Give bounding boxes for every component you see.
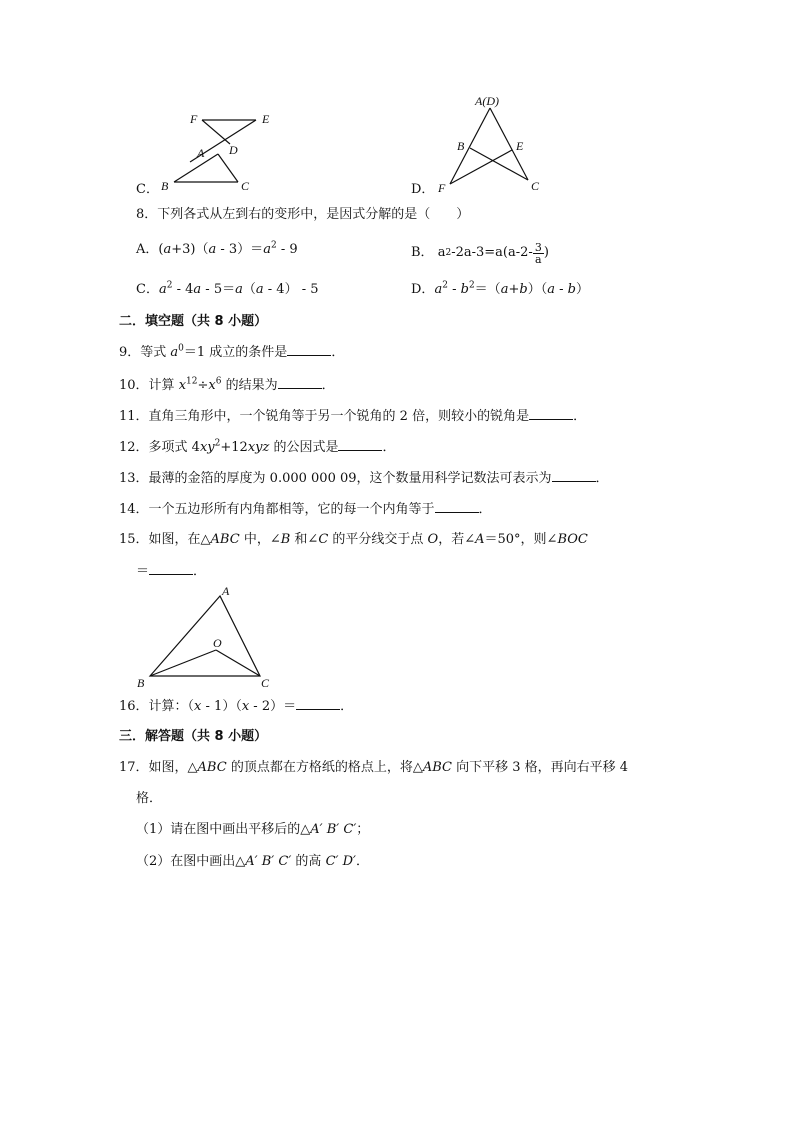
q16-mid2: - 2）＝ — [249, 699, 297, 714]
q15-mid4: ，若∠ — [438, 532, 476, 547]
q8-option-c[interactable] — [136, 281, 319, 299]
q12 — [119, 438, 396, 457]
q17-sub2 — [136, 853, 369, 871]
q8-c-var4: a — [255, 282, 264, 297]
q8-c-text2: - 5＝ — [201, 282, 236, 297]
q10-var: x — [178, 378, 187, 393]
q8-b-text: -2a-3=a(a-2- — [451, 245, 533, 260]
q13-text: 13．最薄的金箔的厚度为 0.000 000 09，这个数量用科学记数法可表示为 — [119, 471, 552, 486]
q8-c-exp: 2 — [166, 280, 173, 291]
q8-c-prefix: C． — [136, 282, 159, 297]
fig-c-label-f: F — [190, 112, 198, 126]
q16 — [119, 697, 353, 716]
q10 — [119, 376, 335, 395]
fig-d-label-e: E — [516, 139, 524, 153]
q16-pre: 16．计算：（ — [119, 699, 195, 714]
q9-end: ． — [331, 345, 345, 360]
section-solve-title: 三．解答题（共 8 小题） — [119, 729, 268, 744]
fig-d-label-f: F — [438, 181, 446, 195]
q15-end: ． — [193, 564, 207, 579]
q15-line2 — [136, 562, 206, 581]
fig-c-label-d: D — [229, 143, 238, 157]
q17-end: 向下平移 3 格，再向右平移 4 — [451, 760, 629, 775]
q8-d-exp2: 2 — [468, 280, 475, 291]
q8-a-text: +3)（ — [171, 242, 209, 257]
q15-fig-label-a: A — [222, 584, 230, 598]
q12-answer-blank[interactable] — [338, 438, 382, 451]
q12-var-xyz: xyz — [247, 440, 270, 455]
q8-d-text: ＝（ — [474, 282, 501, 297]
q12-exp: 2 — [214, 438, 221, 449]
q17-sub2-triangle: A′ B′ C′ — [245, 854, 292, 869]
q9 — [119, 343, 344, 362]
q14-text: 14．一个五边形所有内角都相等，它的每一个内角等于 — [119, 502, 435, 517]
q17-sub2-end: ． — [355, 854, 369, 869]
q15-mid5: ＝50°，则∠ — [484, 532, 558, 547]
q7-figure-c — [150, 104, 280, 200]
q15-fig-label-b: B — [137, 676, 145, 690]
q15-answer-blank[interactable] — [149, 562, 193, 575]
q17-line1 — [119, 759, 628, 777]
q17-pre: 17．如图，△ — [119, 760, 198, 775]
fig-c-label-a: A — [197, 146, 205, 160]
q17-abc: ABC — [197, 760, 227, 775]
q10-div: ÷ — [197, 378, 209, 393]
q8-a-prefix: A．( — [136, 242, 164, 257]
q15-boc: BOC — [557, 532, 588, 547]
q12-plus: +12 — [220, 440, 248, 455]
q12-end: ． — [382, 440, 396, 455]
q8-c-text4: - 4） - 5 — [263, 282, 319, 297]
q15-mid: 中，∠ — [239, 532, 281, 547]
q10-answer-blank[interactable] — [278, 376, 322, 389]
q15-o: O — [427, 532, 439, 547]
q8-a-exp: 2 — [270, 240, 277, 251]
q8-d-close: ） — [575, 282, 589, 297]
q8-option-a[interactable] — [136, 241, 298, 259]
q9-var: a — [170, 345, 179, 360]
q10-var2: x — [208, 378, 216, 393]
q8-option-d[interactable] — [411, 281, 589, 299]
q8-stem: 8．下列各式从左到右的变形中，是因式分解的是（ ） — [136, 207, 470, 222]
q7-figure-d — [430, 92, 560, 198]
q15-mid3: 的平分线交于点 — [328, 532, 428, 547]
q8-d-prefix: D． — [411, 282, 435, 297]
q8-a-var3: a — [263, 242, 271, 257]
q17-sub1-end: ； — [356, 822, 370, 837]
q13-answer-blank[interactable] — [552, 469, 596, 482]
q15-mid2: 和∠ — [290, 532, 319, 547]
fig-c-label-e: E — [262, 112, 270, 126]
q8-c-text3: （ — [242, 282, 256, 297]
q8-a-var2: a — [208, 242, 217, 257]
q8-d-minus: - — [447, 282, 461, 297]
q17-sub2-pre: （2）在图中画出△ — [136, 854, 246, 869]
q15-triangle-figure — [130, 580, 280, 690]
fig-c-label-b: B — [161, 179, 169, 193]
q11-answer-blank[interactable] — [529, 407, 573, 420]
q8-c-text: - 4 — [172, 282, 194, 297]
q17-abc2: ABC — [422, 760, 452, 775]
q11 — [119, 407, 586, 426]
q15-abc: ABC — [210, 532, 240, 547]
q8-b-fraction — [533, 242, 544, 265]
q16-answer-blank[interactable] — [296, 697, 340, 710]
q8-d-minus2: - — [554, 282, 568, 297]
q15-eq: ＝ — [136, 564, 150, 579]
q14-end: ． — [478, 502, 492, 517]
q10-pre: 10．计算 — [119, 378, 179, 393]
q8-b-close: ) — [543, 245, 549, 260]
q17-mid: 的顶点都在方格纸的格点上，将△ — [226, 760, 423, 775]
q17-sub1-pre: （1）请在图中画出平移后的△ — [136, 822, 311, 837]
fig-d-label-b: B — [457, 139, 465, 153]
q8-d-var-b3: b — [567, 282, 576, 297]
q13-end: ． — [595, 471, 609, 486]
q14 — [119, 500, 492, 519]
q14-answer-blank[interactable] — [435, 500, 479, 513]
q8-c-var3: a — [235, 282, 243, 297]
q10-post: 的结果为 — [221, 378, 278, 393]
q11-end: ． — [573, 409, 587, 424]
q8-b-denominator: a — [535, 252, 542, 266]
q8-d-plus: + — [508, 282, 520, 297]
q8-d-var2: a — [500, 282, 509, 297]
q8-b-numerator: 3 — [534, 240, 542, 254]
q12-pre: 12．多项式 4 — [119, 440, 200, 455]
q10-end: ． — [321, 378, 335, 393]
q7-option-c-letter[interactable]: C． — [136, 182, 159, 197]
q9-post: ＝1 成立的条件是 — [183, 345, 288, 360]
q9-answer-blank[interactable] — [287, 343, 331, 356]
q8-a-end: - 9 — [276, 242, 298, 257]
q13 — [119, 469, 609, 488]
q8-a-var: a — [163, 242, 172, 257]
q12-var-xy: xy — [199, 440, 215, 455]
fig-d-label-ad: A(D) — [475, 94, 499, 108]
fig-c-label-c: C — [241, 179, 250, 193]
q17-sub2-mid: 的高 — [291, 854, 326, 869]
q15-a: A — [475, 532, 485, 547]
q12-post: 的公因式是 — [269, 440, 339, 455]
q15-c: C — [318, 532, 329, 547]
q15-pre: 15．如图，在△ — [119, 532, 211, 547]
q7-option-d-letter[interactable]: D． — [411, 182, 435, 197]
q15-fig-label-o: O — [213, 636, 222, 650]
q8-a-text2: - 3）＝ — [216, 242, 264, 257]
q10-exp1: 12 — [186, 376, 198, 387]
q16-end: ． — [340, 699, 354, 714]
q17-sub2-height: C′ D′ — [325, 854, 356, 869]
q15-fig-label-c: C — [261, 676, 270, 690]
q16-var2: x — [241, 699, 250, 714]
q17-sub1-triangle: A′ B′ C′ — [310, 822, 357, 837]
q10-exp2: 6 — [215, 376, 222, 387]
q15-b: B — [280, 532, 291, 547]
q9-exp: 0 — [178, 343, 184, 354]
section-fill-in-title: 二．填空题（共 8 小题） — [119, 314, 268, 329]
q11-text: 11．直角三角形中，一个锐角等于另一个锐角的 2 倍，则较小的锐角是 — [119, 409, 530, 424]
q8-d-var-b2: b — [519, 282, 528, 297]
fig-d-label-c: C — [531, 179, 540, 193]
q8-d-var3: a — [547, 282, 555, 297]
q17-sub1 — [136, 821, 369, 839]
q8-d-var-b: b — [460, 282, 469, 297]
q16-mid: - 1）（ — [201, 699, 242, 714]
q15-line1 — [119, 531, 588, 549]
q9-pre: 9．等式 — [119, 345, 171, 360]
q8-c-var: a — [158, 282, 167, 297]
q8-option-b[interactable]: B． a 2 -2a-3=a(a-2- $\frac{3}{a}$ ) — [411, 240, 549, 266]
q16-var: x — [194, 699, 202, 714]
q8-c-var2: a — [193, 282, 202, 297]
q8-b-var: a — [437, 245, 446, 260]
q8-d-text2: ）（ — [527, 282, 548, 297]
q8-d-var: a — [434, 282, 443, 297]
q8-d-exp: 2 — [442, 280, 448, 291]
q8-b-prefix: B． — [411, 245, 434, 260]
q17-line2: 格． — [136, 791, 163, 806]
